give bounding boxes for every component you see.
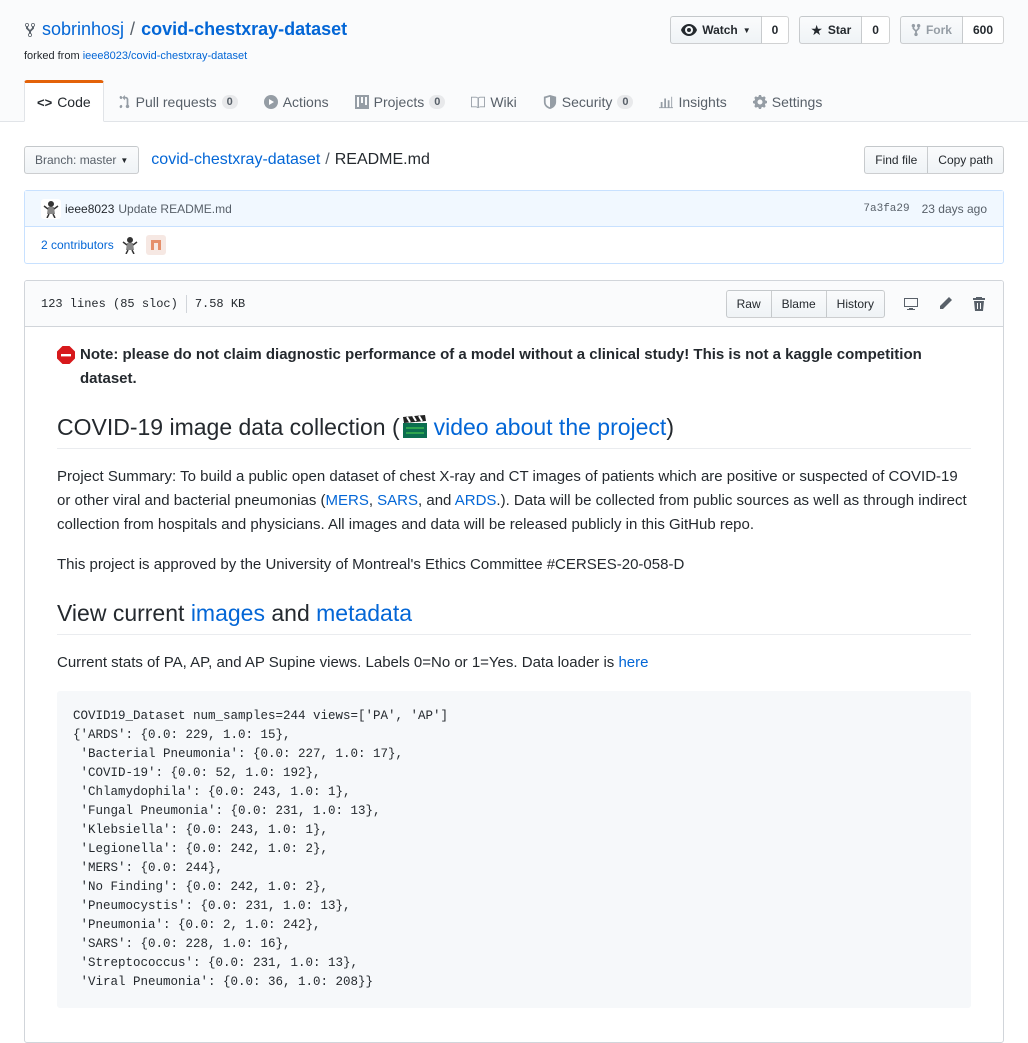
- tab-projects[interactable]: [342, 80, 459, 122]
- heading-text-b: and: [264, 599, 317, 626]
- images-link[interactable]: images: [190, 599, 265, 626]
- copy-path-button[interactable]: Copy path: [928, 146, 1004, 174]
- find-file-button[interactable]: Find file: [864, 146, 928, 174]
- tab-code-label: Code: [57, 94, 91, 110]
- shield-icon: [543, 95, 557, 109]
- code-icon: <>: [37, 94, 53, 110]
- video-link[interactable]: video about the project: [433, 414, 667, 440]
- star-label: Star: [827, 23, 852, 37]
- summary-text-1: Project Summary: To build a public open dataset of chest X-ray and CT images of patients which are positive or suspected of COVID-19 or other viral and bacterial pneumonias (: [57, 467, 958, 509]
- breadcrumb-separator: /: [325, 151, 330, 168]
- breadcrumb-file: README.md: [334, 151, 430, 168]
- file-nav-buttons: [864, 146, 1004, 174]
- stats-text: Current stats of PA, AP, and AP Supine views. Labels 0=No or 1=Yes. Data loader is: [57, 653, 619, 671]
- branch-select-button[interactable]: [24, 146, 139, 174]
- clapper-board-icon: [402, 415, 428, 439]
- tab-code[interactable]: [24, 80, 104, 122]
- repo-title: [24, 19, 347, 40]
- ards-link[interactable]: ARDS: [454, 491, 497, 509]
- graph-icon: [659, 95, 673, 109]
- raw-button[interactable]: Raw: [726, 290, 772, 318]
- commit-message-link[interactable]: Update README.md: [118, 201, 232, 216]
- breadcrumb-root-link[interactable]: covid-chestxray-dataset: [151, 151, 321, 168]
- fork-count[interactable]: 600: [963, 16, 1004, 44]
- data-loader-link[interactable]: here: [618, 653, 649, 671]
- watch-button[interactable]: [670, 16, 761, 44]
- disclaimer-note: [57, 343, 971, 391]
- project-icon: [355, 95, 369, 109]
- summary-comma-2: , and: [418, 491, 455, 509]
- gear-icon: [753, 95, 767, 109]
- eye-icon: [681, 24, 697, 36]
- star-icon: ★: [810, 21, 823, 38]
- contributor-identicon-icon: [149, 238, 163, 252]
- tab-security[interactable]: [530, 80, 647, 122]
- readme-title-text: COVID-19 image data collection (: [57, 414, 400, 440]
- pencil-icon[interactable]: [937, 296, 953, 312]
- project-summary: [57, 465, 971, 537]
- pull-requests-counter: 0: [222, 95, 238, 109]
- readme-title-close: ): [666, 414, 674, 440]
- path-divider: /: [130, 19, 136, 39]
- divider: [186, 295, 187, 313]
- history-button[interactable]: History: [827, 290, 885, 318]
- tab-settings-label: Settings: [771, 94, 823, 110]
- star-group: [799, 16, 890, 44]
- file-lines: 123 lines (85 sloc): [41, 296, 178, 311]
- security-counter: 0: [617, 95, 633, 109]
- stats-code-block: COVID19_Dataset num_samples=244 views=['PA', 'AP'] {'ARDS': {0.0: 229, 1.0: 15}, 'Bacterial Pneumonia': {0.0: 227, 1.0: 17}, 'COVID-19': {0.0: 52, 1.0: 192}, 'Chlamydophila': {0.0: 243, 1.0: 1}, 'Fungal Pneumonia': {0.0: 231, 1.0: 13}, 'Klebsiella': {0.0: 243, 1.0: 1}, 'Legionella': {0.0: 242, 1.0: 2}, 'MERS': {0.0: 244}, 'No Finding': {0.0: 242, 1.0: 2}, 'Pneumocystis': {0.0: 231, 1.0: 13}, 'Pneumonia': {0.0: 2, 1.0: 242}, 'SARS': {0.0: 228, 1.0: 16}, 'Streptococcus': {0.0: 231, 1.0: 13}, 'Viral Pneumonia': {0.0: 36, 1.0: 208}}: [57, 691, 971, 1008]
- stats-paragraph: [57, 651, 971, 675]
- commit-time: 23 days ago: [921, 201, 987, 216]
- view-images-heading: [57, 599, 971, 635]
- commit-sha-link[interactable]: 7a3fa29: [863, 202, 910, 215]
- readme-title: [57, 413, 971, 449]
- avatar[interactable]: [146, 235, 166, 255]
- projects-counter: 0: [429, 95, 445, 109]
- contributor-avatar-icon: [121, 236, 139, 254]
- metadata-link[interactable]: metadata: [316, 599, 413, 626]
- file-actions: [726, 290, 987, 318]
- repo-forked-icon: [24, 22, 36, 38]
- stop-sign-icon: [57, 346, 75, 364]
- fork-button[interactable]: [900, 16, 963, 44]
- tab-insights[interactable]: [646, 80, 739, 122]
- commit-meta: [863, 202, 987, 216]
- contributors-link[interactable]: 2 contributors: [41, 238, 114, 252]
- avatar[interactable]: [41, 199, 61, 219]
- summary-text-2: .). Data will be collected from public sources as well as through indirect collection from hospitals and physicians. All images and data will be released publicly in this GitHub repo.: [57, 491, 967, 533]
- file-size: 7.58 KB: [194, 296, 246, 311]
- avatar[interactable]: [120, 235, 140, 255]
- forked-from: [24, 50, 247, 62]
- tab-projects-label: Projects: [373, 94, 425, 110]
- disclaimer-text: Note: please do not claim diagnostic performance of a model without a clinical study! This is not a kaggle competition dataset.: [80, 346, 922, 387]
- watch-label: Watch: [702, 23, 738, 37]
- ethics-approval: This project is approved by the University of Montreal's Ethics Committee #CERSES-20-058-D: [57, 555, 685, 573]
- sars-link[interactable]: SARS: [377, 491, 419, 509]
- commit-tease: [24, 190, 1004, 264]
- author-avatar-icon: [42, 200, 60, 218]
- fork-group: [900, 16, 1004, 44]
- tab-pull-requests[interactable]: [104, 80, 251, 122]
- forked-from-link[interactable]: ieee8023/covid-chestxray-dataset: [82, 50, 248, 62]
- pagehead-actions: [670, 16, 1004, 44]
- repo-nav: [24, 80, 835, 122]
- tab-security-label: Security: [561, 94, 613, 110]
- tab-actions-label: Actions: [282, 94, 329, 110]
- tab-pull-requests-label: Pull requests: [135, 94, 217, 110]
- commit-author-link[interactable]: ieee8023: [65, 201, 115, 216]
- chevron-down-icon: ▼: [120, 155, 129, 165]
- tab-insights-label: Insights: [678, 94, 727, 110]
- book-icon: [471, 95, 485, 109]
- star-count[interactable]: 0: [862, 16, 890, 44]
- star-button[interactable]: [799, 16, 862, 44]
- latest-commit: [25, 191, 1003, 227]
- tab-actions[interactable]: [251, 80, 342, 122]
- chevron-down-icon: ▼: [742, 25, 751, 35]
- device-desktop-icon[interactable]: [903, 296, 919, 312]
- tab-wiki-label: Wiki: [490, 94, 517, 110]
- repo-owner-link[interactable]: sobrinhosj: [42, 19, 125, 39]
- watch-group: [670, 16, 789, 44]
- file-box: [24, 280, 1004, 1043]
- file-info: [41, 295, 245, 313]
- branch-label: Branch: master: [35, 153, 117, 167]
- repo-name-link[interactable]: covid-chestxray-dataset: [141, 19, 348, 39]
- summary-comma-1: ,: [368, 491, 378, 509]
- tab-settings[interactable]: [740, 80, 836, 122]
- trashcan-icon[interactable]: [971, 296, 987, 312]
- forked-from-label: forked from: [24, 50, 80, 62]
- blame-button[interactable]: Blame: [772, 290, 827, 318]
- repo-header: [0, 0, 1028, 122]
- readme-content: [25, 327, 1003, 1008]
- repo-forked-icon: [911, 23, 921, 37]
- fork-label: Fork: [925, 23, 952, 37]
- tab-wiki[interactable]: [458, 80, 529, 122]
- watch-count[interactable]: 0: [762, 16, 790, 44]
- file-header: [25, 281, 1003, 327]
- play-icon: [264, 95, 278, 109]
- contributors: [25, 227, 1003, 263]
- mers-link[interactable]: MERS: [325, 491, 369, 509]
- heading-text-a: View current: [57, 599, 191, 626]
- git-pull-request-icon: [117, 95, 131, 109]
- breadcrumb: [151, 151, 430, 169]
- file-navigation: [24, 146, 1004, 174]
